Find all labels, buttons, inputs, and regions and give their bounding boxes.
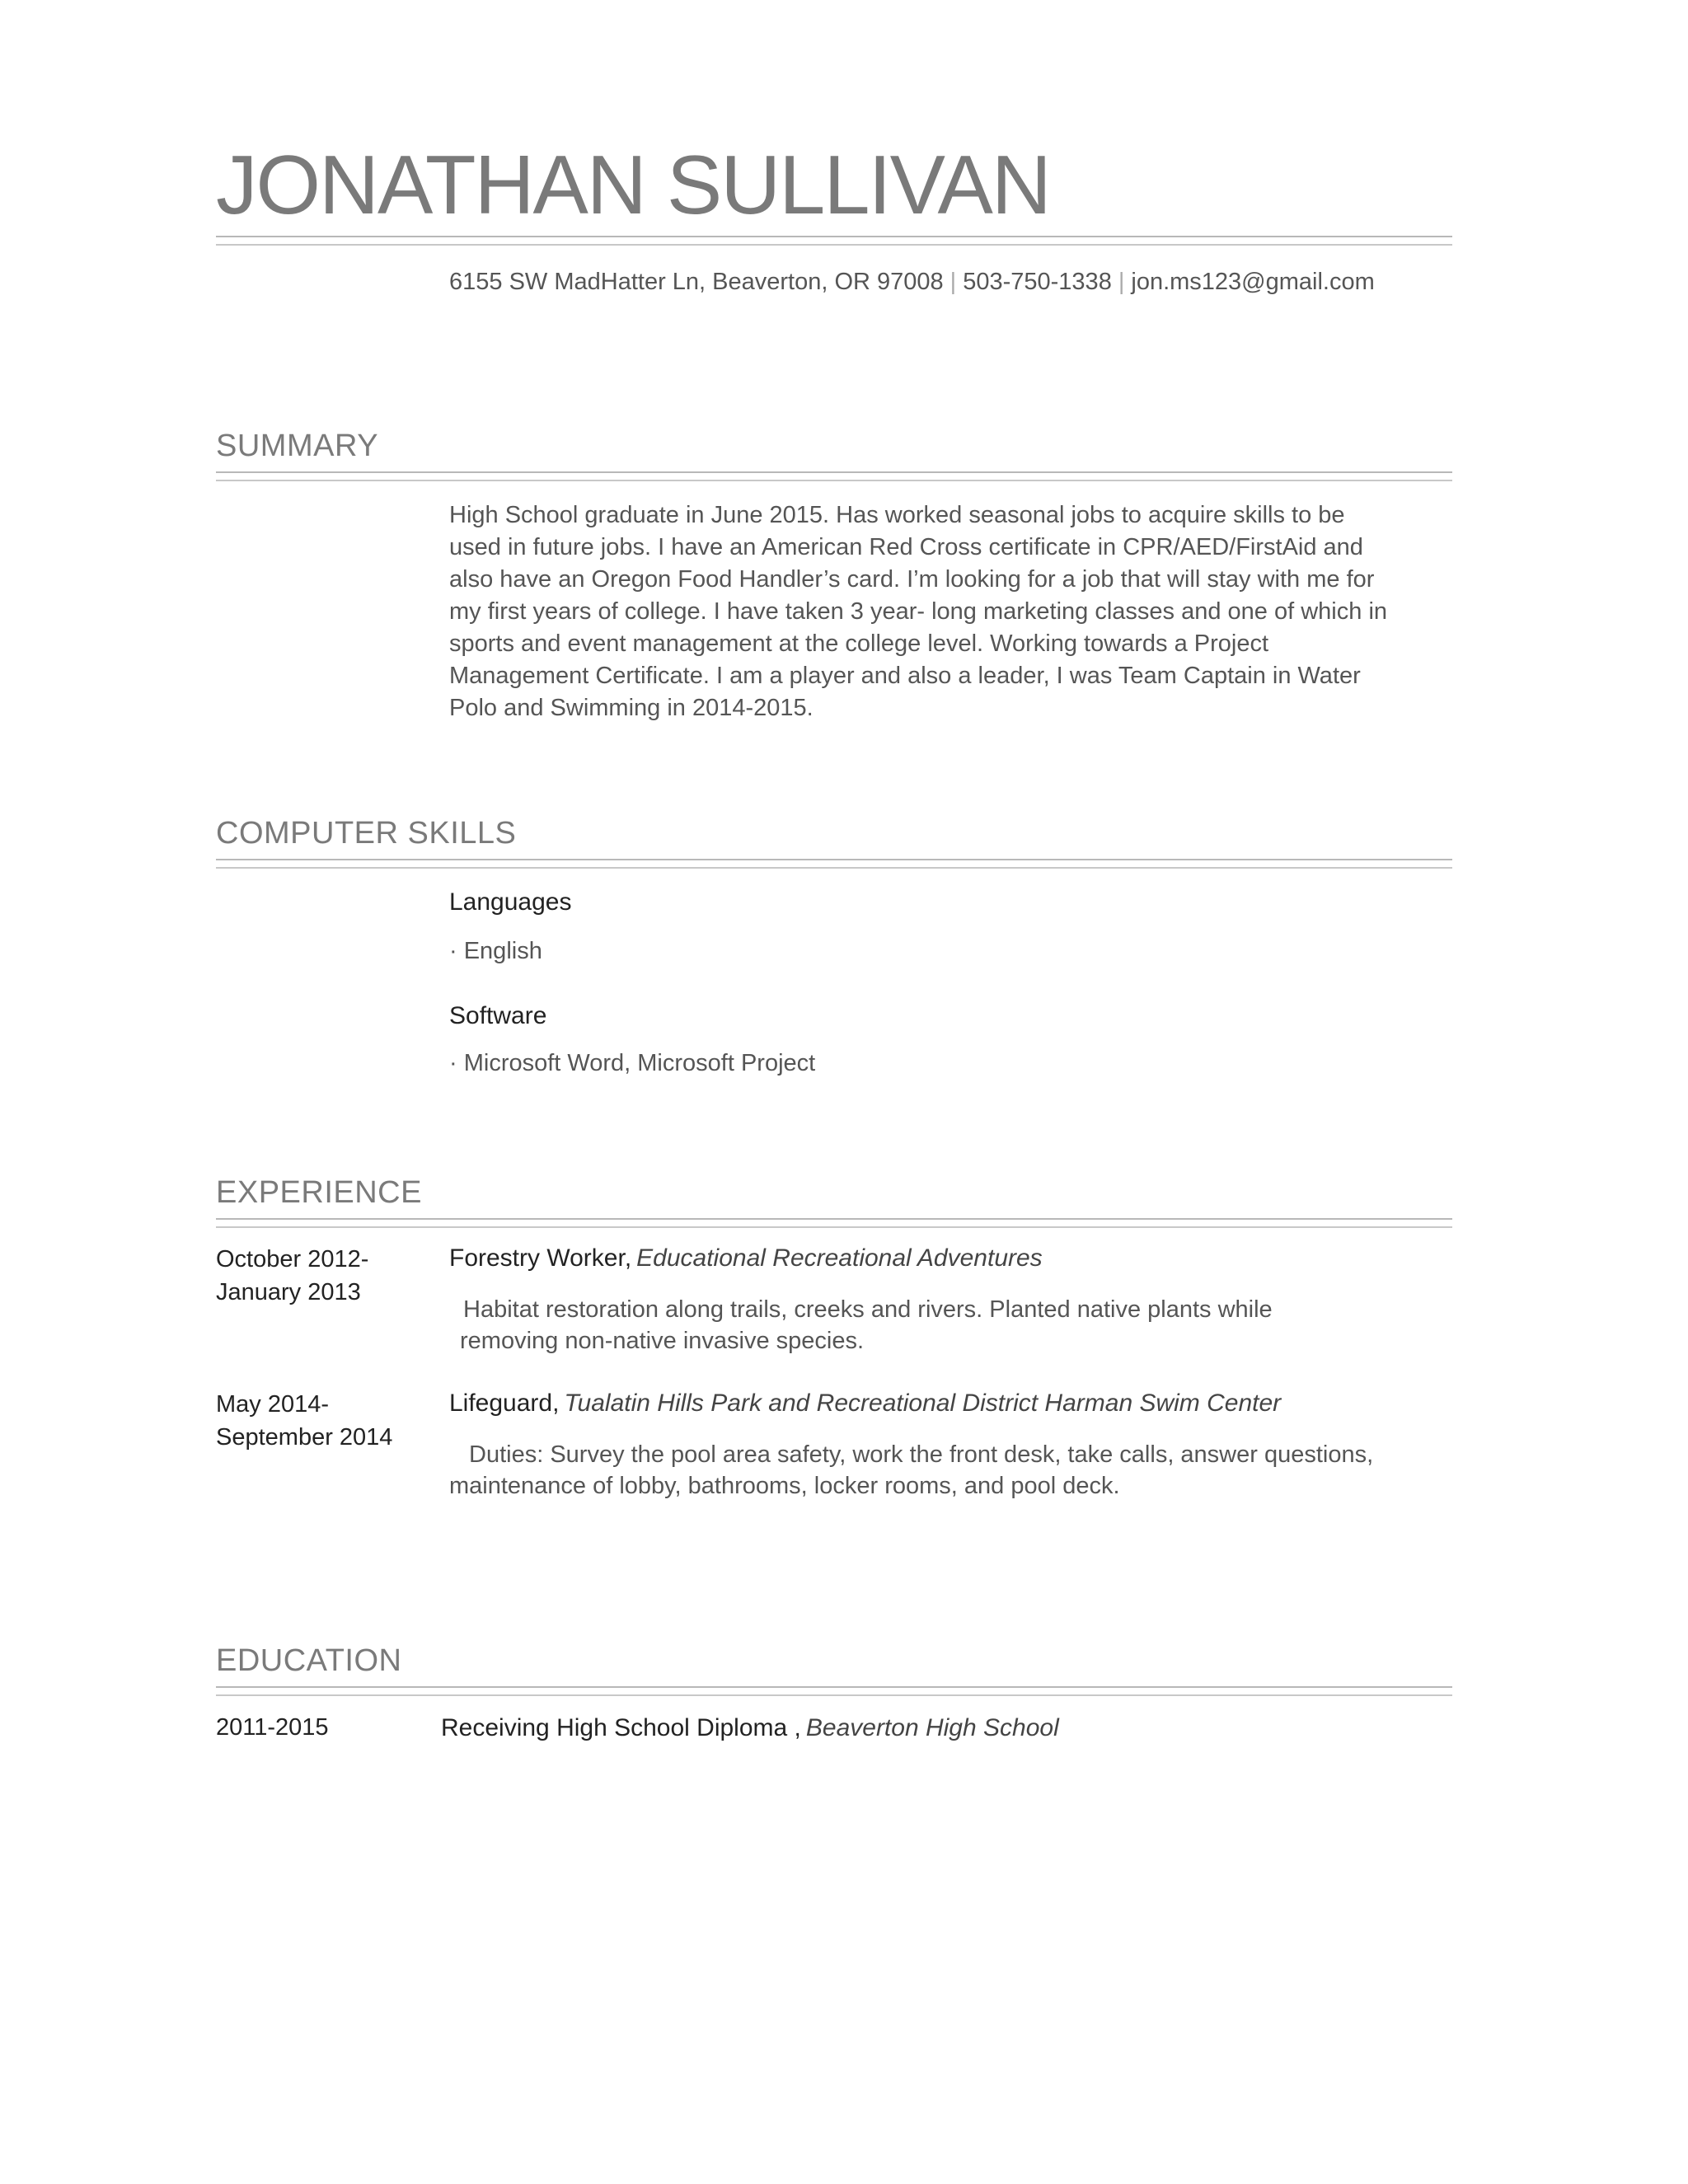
- computer-skills-heading: COMPUTER SKILLS: [216, 816, 517, 851]
- experience-heading: EXPERIENCE: [216, 1175, 422, 1210]
- education-degree: Receiving High School Diploma ,: [441, 1714, 801, 1741]
- summary-line: sports and event management at the college level. Working towards a Project: [449, 630, 1269, 657]
- job-organization: Tualatin Hills Park and Recreational District Harman Swim Center: [564, 1390, 1282, 1417]
- summary-line: my first years of college. I have taken 3 year- long marketing classes and one of which in: [449, 598, 1388, 625]
- summary-line: used in future jobs. I have an American Red Cross certificate in CPR/AED/FirstAid and: [449, 534, 1363, 560]
- address: 6155 SW MadHatter Ln, Beaverton, OR 97008: [449, 269, 944, 295]
- summary-heading: SUMMARY: [216, 429, 379, 463]
- languages-label: Languages: [449, 888, 572, 916]
- job-date: [216, 1388, 430, 1454]
- summary-line: Management Certificate. I am a player and also a leader, I was Team Captain in Water: [449, 663, 1361, 689]
- education-entry: [441, 1714, 1059, 1742]
- job-title: [449, 1244, 1043, 1272]
- summary-text: [449, 499, 1397, 724]
- education-heading: EDUCATION: [216, 1643, 402, 1678]
- job-date: [216, 1243, 430, 1309]
- job-role: Forestry Worker,: [449, 1244, 632, 1272]
- contact-separator: |: [950, 269, 957, 295]
- contact-separator: |: [1118, 269, 1125, 295]
- summary-line: Polo and Swimming in 2014-2015.: [449, 695, 814, 721]
- phone: 503-750-1338: [963, 269, 1112, 295]
- contact-info: [449, 269, 1375, 296]
- job-description-line: Duties: Survey the pool area safety, work the front desk, take calls, answer questions,: [469, 1441, 1374, 1468]
- header-divider: [216, 236, 1452, 246]
- job-description-line: removing non-native invasive species.: [460, 1328, 865, 1354]
- languages-item: · English: [449, 938, 542, 964]
- job-date-end: September 2014: [216, 1424, 393, 1451]
- job-role: Lifeguard,: [449, 1390, 560, 1417]
- job-description-line: maintenance of lobby, bathrooms, locker rooms, and pool deck.: [449, 1473, 1120, 1499]
- job-date-end: January 2013: [216, 1279, 361, 1305]
- job-date-start: October 2012-: [216, 1246, 369, 1272]
- experience-divider: [216, 1218, 1452, 1228]
- computer-skills-divider: [216, 859, 1452, 869]
- job-description: [449, 1439, 1405, 1502]
- job-title: [449, 1390, 1281, 1418]
- software-item: · Microsoft Word, Microsoft Project: [449, 1050, 816, 1076]
- job-description: [460, 1294, 1419, 1357]
- education-divider: [216, 1686, 1452, 1696]
- job-description-line: Habitat restoration along trails, creeks and rivers. Planted native plants while: [463, 1296, 1273, 1323]
- candidate-name: JONATHAN SULLIVAN: [216, 139, 1050, 232]
- email: jon.ms123@gmail.com: [1131, 269, 1375, 295]
- summary-line: also have an Oregon Food Handler’s card. I’m looking for a job that will stay with me for: [449, 566, 1375, 593]
- summary-line: High School graduate in June 2015. Has worked seasonal jobs to acquire skills to be: [449, 502, 1345, 528]
- summary-divider: [216, 471, 1452, 481]
- software-label: Software: [449, 1002, 547, 1029]
- job-date-start: May 2014-: [216, 1391, 330, 1418]
- education-date: 2011-2015: [216, 1714, 329, 1741]
- job-organization: Educational Recreational Adventures: [636, 1244, 1043, 1272]
- education-school: Beaverton High School: [805, 1714, 1059, 1741]
